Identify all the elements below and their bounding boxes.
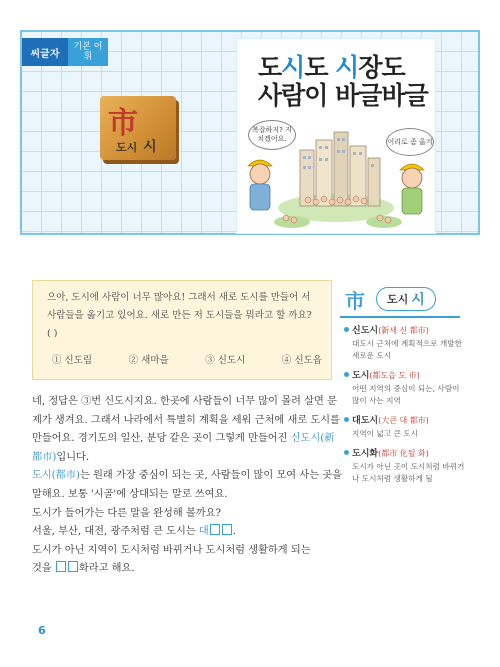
option-2[interactable]: ② 새마을 (128, 355, 169, 366)
tag-sub-label: 기본 어휘 (68, 38, 108, 66)
question-text: 으아, 도시에 사람이 너무 많아요! 그래서 새로 도시를 만들어 서 사람들을 옮기고 있어요. 새로 만든 저 도시들을 뭐라고 할 까요? ( ) (47, 292, 312, 339)
option-3[interactable]: ③ 신도시 (205, 355, 246, 366)
blank-box[interactable] (56, 561, 66, 572)
paragraph-fill-blank-2: 도시가 아닌 지역이 도시처럼 바뀌거나 도시처럼 생활하게 되는 (32, 544, 311, 556)
glossary-item: 신도시(新새 신 都市) 대도시 근처에 계획적으로 개발한 새로운 도시 (344, 323, 466, 362)
glossary-item: 도시화(都市 化될 화) 도시가 아닌 곳이 도시처럼 바뀌거나 도시처럼 생활하게 됨 (344, 446, 466, 485)
blank-box[interactable] (68, 561, 78, 572)
glossary-list (344, 323, 466, 491)
hanja-reading: 도시 시 (116, 139, 157, 155)
paragraph-answer: 네, 정답은 ③번 신도시지요. 한곳에 사람들이 너무 많이 몰려 살면 문제가 생겨요. 그래서 나라에서 특별히 계획을 세워 근처에 새로 도시를 만들어요. 경기도의 일산, 분당 같은 곳이 그렇게 만들어진 신도시(新都市)입니다. (32, 396, 340, 463)
blank-box[interactable] (210, 524, 220, 535)
speech-bubble-right: 이리로 좀 옮겨 (386, 128, 434, 156)
hanja-meaning: 시 (143, 139, 157, 155)
bullet-icon (344, 327, 349, 332)
tag-label: 씨글자 (22, 38, 68, 66)
answer-options (52, 352, 322, 366)
paragraph-prompt: 도시가 들어가는 다른 말을 완성해 볼까요? (32, 507, 221, 519)
paragraph-fill-blank-3: 것을 화라고 해요. (32, 563, 135, 575)
paragraph-definition: 도시(都市)는 원래 가장 중심이 되는 곳, 사람들이 많이 모여 사는 곳을 말해요. 보통 '시골'에 상대되는 말로 쓰여요. (32, 470, 342, 500)
paragraph-fill-blank-1: 서울, 부산, 대전, 광주처럼 큰 도시는 대 . (32, 526, 237, 538)
term-new-city: 신도시(新都市) (32, 433, 335, 463)
bullet-icon (344, 450, 349, 455)
bullet-icon (344, 417, 349, 422)
glossary-item: 대도시(大큰 대 都市) 지역이 넓고 큰 도시 (344, 413, 466, 440)
glossary-hanja: 市 (345, 288, 365, 313)
hanja-character: 市 (108, 106, 138, 141)
glossary-header (340, 282, 460, 318)
page-number: 6 (38, 624, 46, 637)
category-tag (22, 38, 112, 66)
page-title-line2: 사람이 바글바글 (258, 81, 428, 110)
speech-bubble-left: 복잡하지? 지치겠어요. (248, 120, 296, 150)
glossary-title: 도시 시 (376, 287, 436, 311)
blank-box[interactable] (222, 524, 232, 535)
term-city: 도시(都市) (32, 470, 81, 482)
option-4[interactable]: ④ 신도읍 (281, 355, 322, 366)
body-text (32, 393, 342, 579)
page-title-line1: 도시도 시장도 (258, 53, 405, 82)
hanja-tile (100, 96, 176, 160)
glossary-item: 도시(都도읍 도 市) 어떤 지역의 중심이 되는, 사람이 많이 사는 지역 (344, 368, 466, 407)
bullet-icon (344, 372, 349, 377)
option-1[interactable]: ① 신도림 (52, 355, 93, 366)
